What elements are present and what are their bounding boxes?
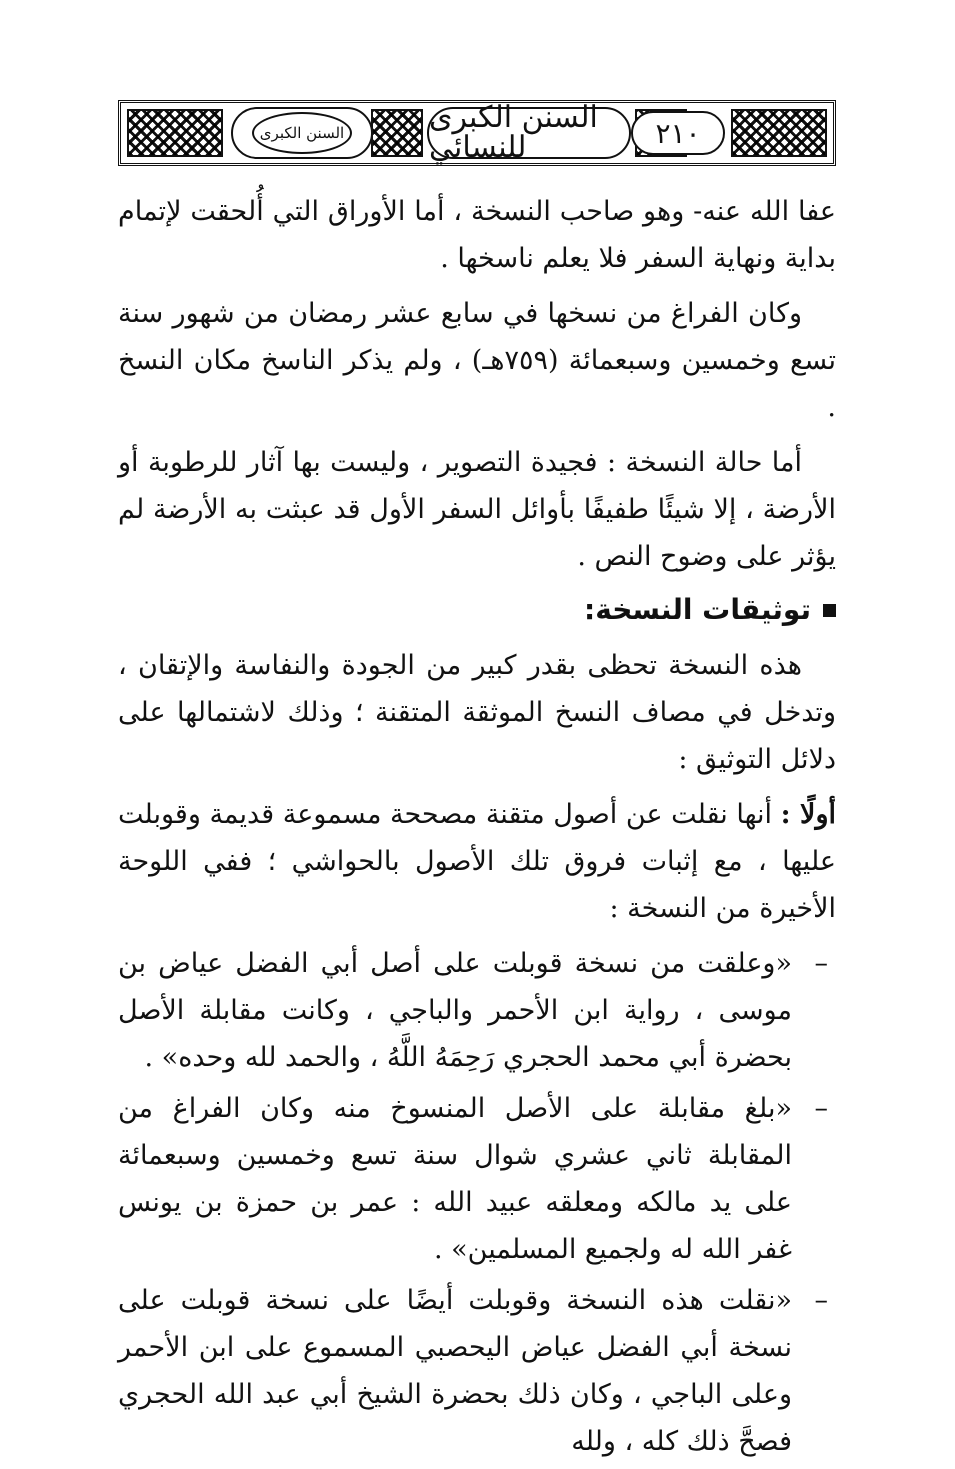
quote-text: «وعلقت من نسخة قوبلت على أصل أبي الفضل عياض بن موسى ، رواية ابن الأحمر والباجي ، وكانت مقابلة الأصل بحضرة أبي محمد الحجري رَحِمَهُ اللَّهُ ، والحمد لله وحده» .: [118, 948, 792, 1073]
page-body: [118, 188, 836, 1469]
list-item: [118, 940, 836, 1081]
first-point-text: أنها نقلت عن أصول متقنة مصححة مسموعة قديمة وقوبلت عليها ، مع إثبات فروق تلك الأصول بالحواشي ؛ ففي اللوحة الأخيرة من النسخة :: [118, 799, 836, 924]
paragraph: أما حالة النسخة : فجيدة التصوير ، وليست بها آثار للرطوبة أو الأرضة ، إلا شيئًا طفيفًا بأوائل السفر الأول قد عبثت به الأرضة لم يؤثر على وضوح النص .: [118, 447, 836, 572]
quote-text: «نقلت هذه النسخة وقوبلت أيضًا على نسخة قوبلت على نسخة أبي الفضل عياض اليحصبي المسموع على ابن الأحمر وعلى الباجي ، وكان ذلك بحضرة الشيخ أبي عبد الله الحجري فصحَّ ذلك كله ، ولله: [118, 1285, 792, 1457]
section-heading: [118, 588, 836, 632]
quote-text: «بلغ مقابلة على الأصل المنسوخ منه وكان الفراغ من المقابلة ثاني عشري شوال سنة تسع وخمسين وسبعمائة على يد مالكه ومعلقه عبيد الله : عمر بن حمزة بن يونس غفر الله له ولجميع المسلمين» .: [118, 1093, 792, 1265]
square-bullet-icon: [823, 604, 836, 617]
ornament-right: [731, 109, 827, 157]
section-heading-text: توثيقات النسخة:: [584, 593, 811, 626]
paragraph: عفا الله عنه- وهو صاحب النسخة ، أما الأوراق التي أُلحقت لإتمام بداية ونهاية السفر فلا يعلم ناسخها .: [118, 196, 836, 274]
list-item: [118, 1085, 836, 1273]
list-item: [118, 1277, 836, 1465]
page-header: [118, 100, 836, 166]
page-number: ٢١٠: [631, 111, 725, 155]
first-point-label: أولًا :: [780, 799, 836, 830]
running-title: السنن الكبرى للنسائي: [427, 107, 631, 159]
emblem-text: السنن الكبرى: [252, 112, 352, 154]
book-emblem: [231, 107, 373, 159]
paragraph: هذه النسخة تحظى بقدر كبير من الجودة والنفاسة والإتقان ، وتدخل في مصاف النسخ الموثقة المتقنة ؛ وذلك لاشتمالها على دلائل التوثيق :: [118, 650, 836, 775]
dash-marker: –: [814, 1285, 828, 1316]
dash-marker: –: [814, 1093, 828, 1124]
paragraph: وكان الفراغ من نسخها في سابع عشر رمضان من شهور سنة تسع وخمسين وسبعمائة (٧٥٩هـ) ، ولم يذكر الناسخ مكان النسخ .: [118, 298, 836, 423]
ornament-left: [127, 109, 223, 157]
paragraph-first-point: [118, 791, 836, 932]
quote-list: [118, 940, 836, 1465]
ornament-mid-left: [371, 109, 423, 157]
dash-marker: –: [814, 948, 828, 979]
